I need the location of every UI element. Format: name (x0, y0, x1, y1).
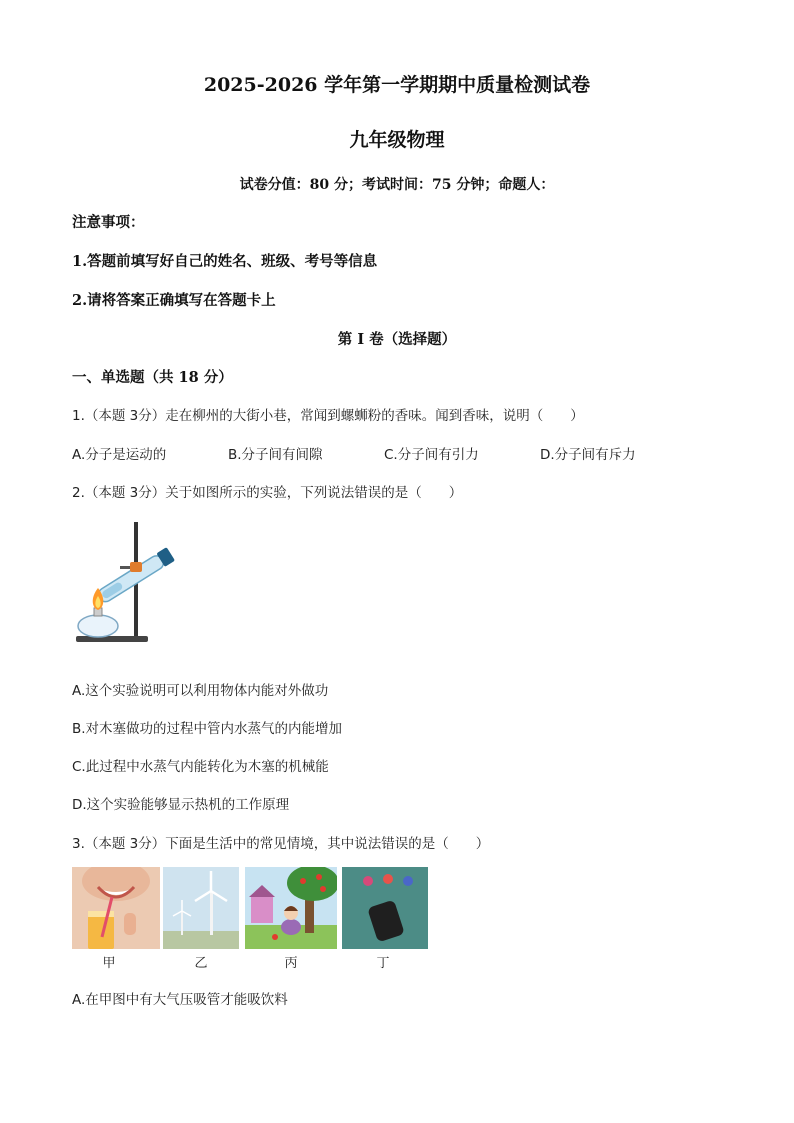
question-1-option-d: D.分子间有斥力 (540, 447, 636, 463)
exam-subject: 九年级物理 (349, 129, 445, 151)
question-2-option-a: A.这个实验说明可以利用物体内能对外做功 (72, 683, 329, 699)
section-title: 一、单选题（共 18 分） (72, 369, 233, 386)
image-label-yi: 乙 (194, 956, 208, 971)
image-yi (163, 867, 239, 949)
question-1-option-b: B.分子间有间隙 (228, 447, 323, 463)
experiment-figure (72, 518, 192, 650)
question-2-stem: 2.（本题 3分）关于如图所示的实验，下列说法错误的是（ ） (72, 485, 463, 501)
image-label-ding: 丁 (376, 956, 390, 971)
question-1-option-a: A.分子是运动的 (72, 447, 167, 463)
exam-info: 试卷分值：80 分；考试时间：75 分钟；命题人： (239, 177, 555, 193)
notice-heading: 注意事项： (72, 214, 145, 231)
exam-title: 2025-2026 学年第一学期期中质量检测试卷 (203, 74, 591, 96)
image-bing (245, 867, 337, 949)
image-ding (342, 867, 428, 949)
question-1-stem: 1.（本题 3分）走在柳州的大街小巷，常闻到螺蛳粉的香味。闻到香味，说明（ ） (72, 408, 584, 424)
notice-item-2: 2.请将答案正确填写在答题卡上 (72, 292, 276, 309)
question-1-option-c: C.分子间有引力 (384, 447, 479, 463)
question-2-option-c: C.此过程中水蒸气内能转化为木塞的机械能 (72, 759, 329, 775)
question-3-stem: 3.（本题 3分）下面是生活中的常见情境，其中说法错误的是（ ） (72, 836, 490, 852)
part-title: 第 I 卷（选择题） (337, 331, 457, 348)
image-label-bing: 丙 (284, 956, 298, 971)
image-jia (72, 867, 160, 949)
notice-item-1: 1.答题前填写好自己的姓名、班级、考号等信息 (72, 253, 378, 270)
question-2-option-b: B.对木塞做功的过程中管内水蒸气的内能增加 (72, 721, 343, 737)
question-3-option-a: A.在甲图中有大气压吸管才能吸饮料 (72, 992, 288, 1008)
question-2-option-d: D.这个实验能够显示热机的工作原理 (72, 797, 290, 813)
image-label-jia: 甲 (102, 956, 116, 971)
